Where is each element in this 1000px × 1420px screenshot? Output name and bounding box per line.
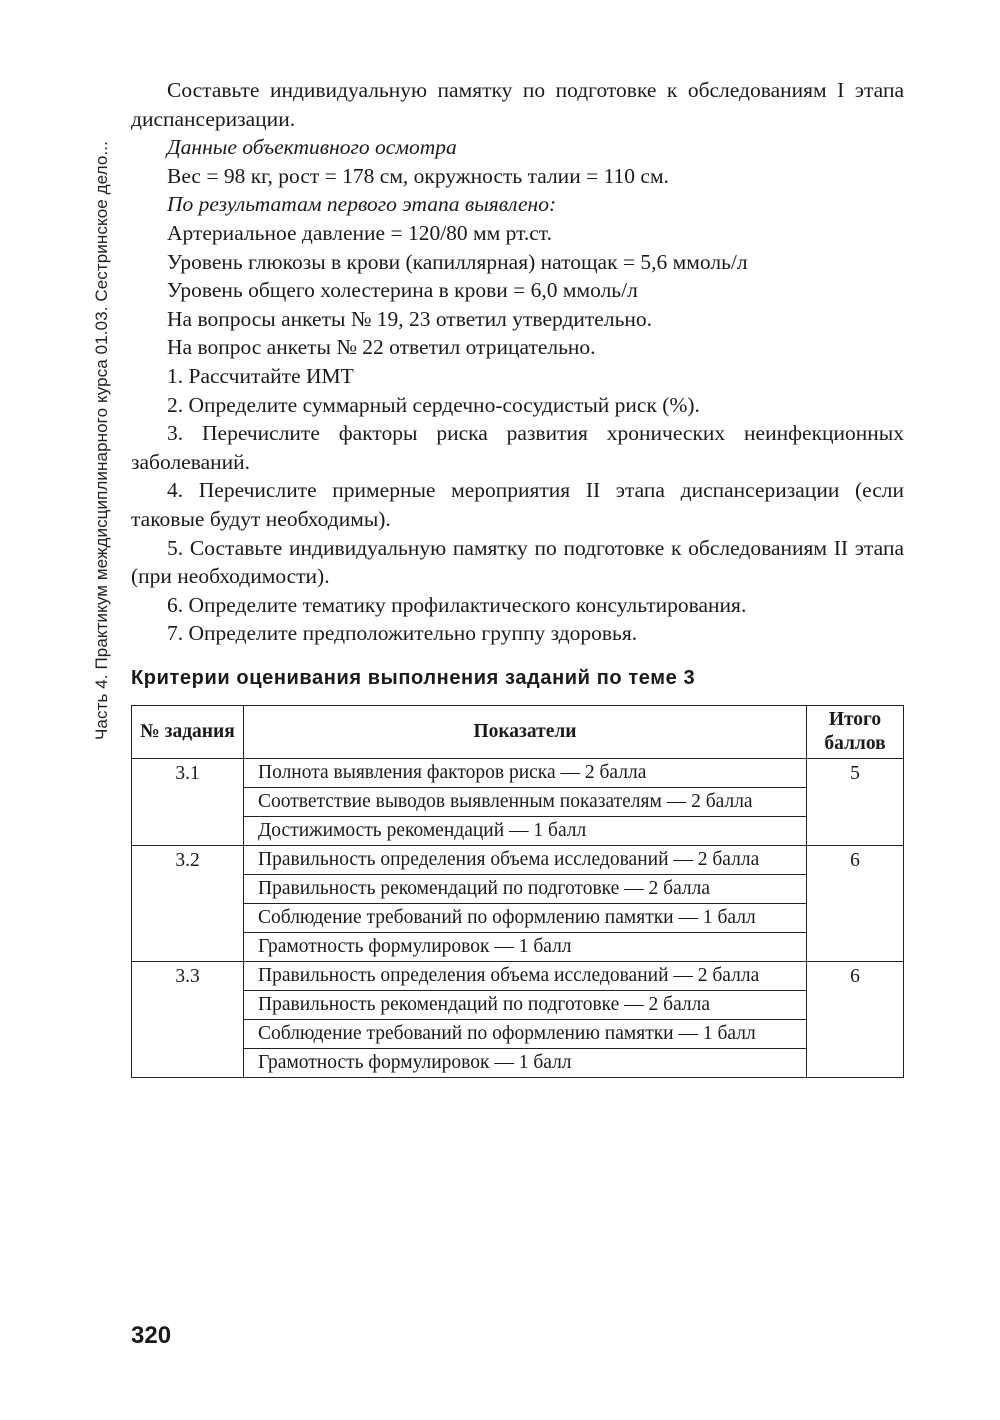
running-title: Часть 4. Практикум междисциплинарного курса 01.03. Сестринское дело... [92, 141, 111, 740]
results-heading: По результатам первого этапа выявлено: [167, 192, 557, 217]
indicator-cell: Правильность определения объема исследований — 2 балла [244, 846, 807, 875]
indicator-cell: Правильность определения объема исследований — 2 балла [244, 962, 807, 991]
questionnaire-no-line: На вопрос анкеты № 22 ответил отрицательно. [167, 335, 596, 360]
column-header-indicators: Показатели [244, 706, 807, 759]
table-row [132, 846, 904, 875]
task-item: 1. Рассчитайте ИМТ [167, 363, 354, 388]
task-number-cell: 3.2 [132, 846, 244, 962]
table-row [132, 1049, 904, 1078]
table-row [132, 875, 904, 904]
indicator-cell: Соответствие выводов выявленным показателям — 2 балла [244, 788, 807, 817]
indicator-cell: Достижимость рекомендаций — 1 балл [244, 817, 807, 846]
task-item: 7. Определите предположительно группу здоровья. [167, 621, 638, 646]
indicator-cell: Соблюдение требований по оформлению памятки — 1 балл [244, 1020, 807, 1049]
total-points-cell: 6 [807, 846, 904, 962]
task-item: 3. Перечислите факторы риска развития хронических неинфекционных заболеваний. [131, 421, 904, 474]
indicator-cell: Правильность рекомендаций по подготовке — 2 балла [244, 991, 807, 1020]
table-row [132, 788, 904, 817]
table-header-row [132, 706, 904, 759]
table-row [132, 962, 904, 991]
task-item: 4. Перечислите примерные мероприятия II этапа диспансеризации (если таковые будут необходимы). [131, 478, 904, 531]
page-number: 320 [131, 1322, 172, 1349]
indicator-cell: Соблюдение требований по оформлению памятки — 1 балл [244, 904, 807, 933]
objective-values: Вес = 98 кг, рост = 178 см, окружность талии = 110 см. [167, 163, 669, 188]
task-text [131, 76, 904, 648]
task-item: 5. Составьте индивидуальную памятку по подготовке к обследованиям II этапа (при необходимости). [131, 535, 904, 589]
table-row [132, 1020, 904, 1049]
cholesterol-line: Уровень общего холестерина в крови = 6,0 ммоль/л [167, 278, 638, 303]
indicator-cell: Правильность рекомендаций по подготовке — 2 балла [244, 875, 807, 904]
criteria-heading: Критерии оценивания выполнения заданий по теме 3 [131, 667, 696, 689]
task-number-cell: 3.1 [132, 759, 244, 846]
task-number-cell: 3.3 [132, 962, 244, 1078]
total-points-cell: 6 [807, 962, 904, 1078]
indicator-cell: Грамотность формулировок — 1 балл [244, 933, 807, 962]
criteria-table [131, 705, 904, 1078]
table-row [132, 933, 904, 962]
indicator-cell: Грамотность формулировок — 1 балл [244, 1049, 807, 1078]
paragraph-instruction: Составьте индивидуальную памятку по подготовке к обследованиям I этапа диспансеризации. [131, 78, 904, 131]
objective-heading: Данные объективного осмотра [167, 135, 457, 160]
indicator-cell: Полнота выявления факторов риска — 2 балла [244, 759, 807, 788]
table-row [132, 904, 904, 933]
total-points-cell: 5 [807, 759, 904, 846]
table-row [132, 759, 904, 788]
table-row [132, 817, 904, 846]
glucose-line: Уровень глюкозы в крови (капиллярная) натощак = 5,6 ммоль/л [167, 249, 748, 274]
questionnaire-yes-line: На вопросы анкеты № 19, 23 ответил утвердительно. [167, 306, 652, 331]
table-row [132, 991, 904, 1020]
task-item: 2. Определите суммарный сердечно-сосудистый риск (%). [167, 392, 700, 417]
task-item: 6. Определите тематику профилактического консультирования. [167, 592, 747, 617]
column-header-task-number: № задания [132, 706, 244, 759]
blood-pressure-line: Артериальное давление = 120/80 мм рт.ст. [167, 220, 552, 245]
column-header-total: Итого баллов [807, 706, 904, 759]
